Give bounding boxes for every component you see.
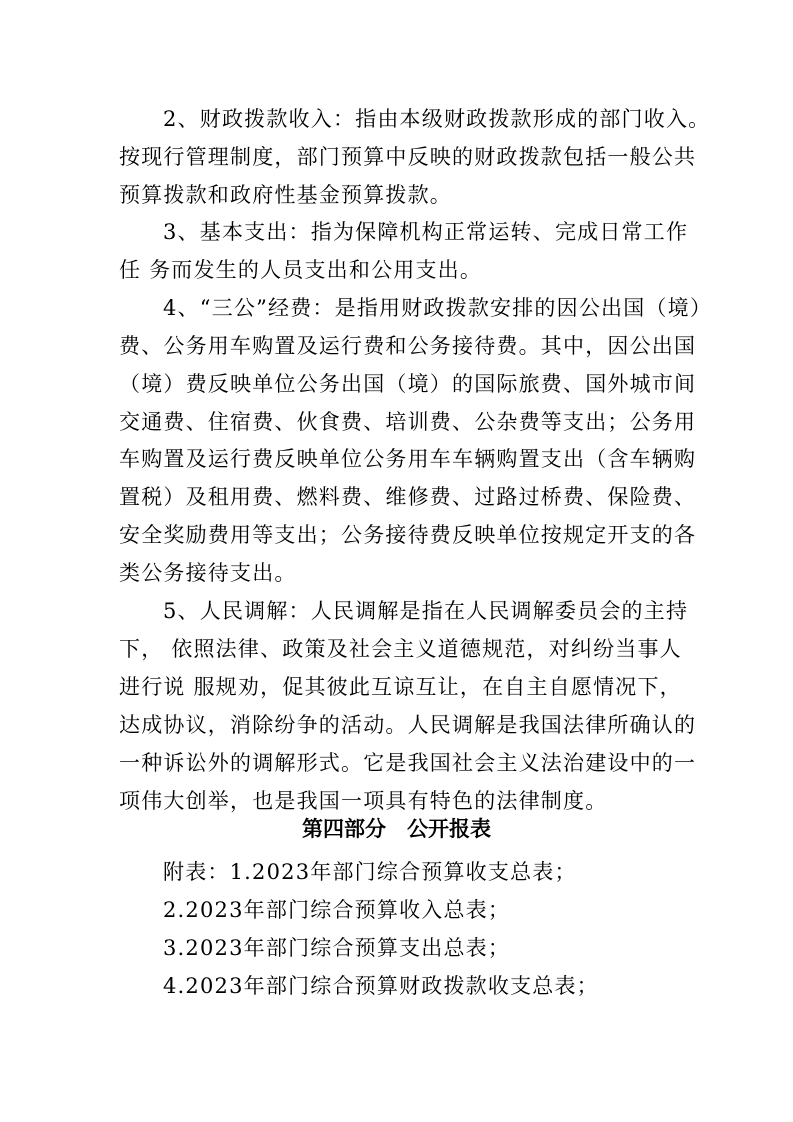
fiscal-allocation-line-2: 按现行管理制度，部门预算中反映的财政拨款包括一般公共 (119, 145, 697, 169)
three-public-line-6: 置税）及租用费、燃料费、维修费、过路过桥费、保险费、 (119, 485, 697, 509)
three-public-line-1: 4、“三公”经费：是指用财政拨款安排的因公出国（境） (163, 296, 713, 320)
fiscal-allocation-line-3: 预算拨款和政府性基金预算拨款。 (119, 183, 452, 207)
basic-expenditure-line-1: 3、基本支出：指为保障机构正常运转、完成日常工作 (163, 220, 689, 244)
three-public-line-8: 类公务接待支出。 (119, 561, 297, 585)
three-public-line-4: 交通费、住宿费、伙食费、培训费、公杂费等支出；公务用 (119, 410, 697, 434)
three-public-line-7: 安全奖励费用等支出；公务接待费反映单位按规定开支的各 (119, 523, 697, 547)
attachment-item-4: 4.2023年部门综合预算财政拨款收支总表； (163, 974, 599, 998)
fiscal-allocation-line-1: 2、财政拨款收入：指由本级财政拨款形成的部门收入。 (163, 107, 711, 131)
mediation-line-2: 下， 依照法律、政策及社会主义道德规范，对纠纷当事人 (119, 637, 682, 661)
attachment-item-1: 附表：1.2023年部门综合预算收支总表； (163, 860, 577, 884)
mediation-line-6: 项伟大创举，也是我国一项具有特色的法律制度。 (119, 789, 608, 813)
mediation-line-4: 达成协议，消除纷争的活动。人民调解是我国法律所确认的 (119, 713, 697, 737)
section-heading: 第四部分 公开报表 (302, 817, 491, 841)
three-public-line-2: 费、公务用车购置及运行费和公务接待费。其中，因公出国 (119, 334, 697, 358)
mediation-line-5: 一种诉讼外的调解形式。它是我国社会主义法治建设中的一 (119, 751, 697, 775)
attachment-item-2: 2.2023年部门综合预算收入总表； (163, 898, 511, 922)
mediation-line-1: 5、人民调解：人民调解是指在人民调解委员会的主持 (163, 599, 689, 623)
mediation-line-3: 进行说 服规劝，促其彼此互谅互让，在自主自愿情况下， (119, 675, 682, 699)
basic-expenditure-line-2: 任 务而发生的人员支出和公用支出。 (119, 258, 483, 282)
three-public-line-5: 车购置及运行费反映单位公务用车车辆购置支出（含车辆购 (119, 447, 697, 471)
attachment-item-3: 3.2023年部门综合预算支出总表； (163, 936, 511, 960)
three-public-line-3: （境）费反映单位公务出国（境）的国际旅费、国外城市间 (119, 372, 697, 396)
